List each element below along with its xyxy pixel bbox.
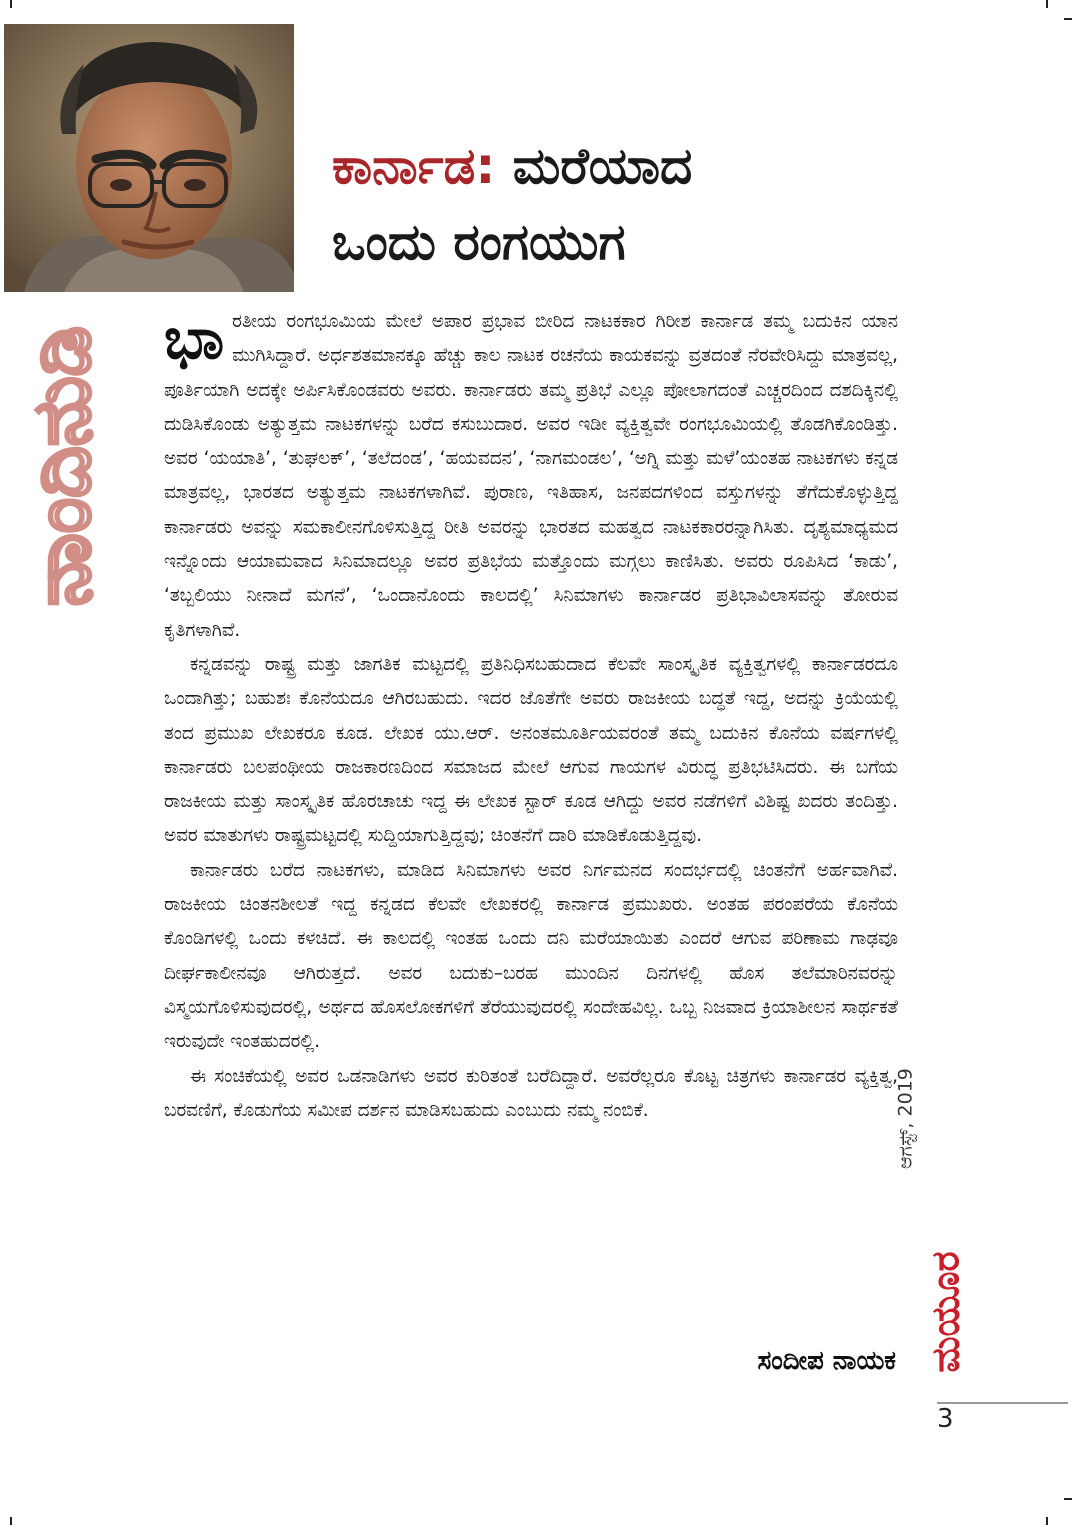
headline-line-1 (332, 128, 932, 204)
article-paragraph: ಕಾರ್ನಾಡರು ಬರೆದ ನಾಟಕಗಳು, ಮಾಡಿದ ಸಿನಿಮಾಗಳು ಅವರ ನಿರ್ಗಮನದ ಸಂದರ್ಭದಲ್ಲಿ ಚಿಂತನೆಗೆ ಅರ್ಹವಾಗಿವೆ. ರಾಜಕೀಯ ಚಿಂತನಶೀಲತೆ ಇದ್ದ ಕನ್ನಡದ ಕೆಲವೇ ಲೇಖಕರಲ್ಲಿ ಕಾರ್ನಾಡ ಪ್ರಮುಖರು. ಅಂತಹ ಪರಂಪರೆಯ ಕೊನೆಯ ಕೊಂಡಿಗಳಲ್ಲಿ ಒಂದು ಕಳಚಿದೆ. ಈ ಕಾಲದಲ್ಲಿ ಇಂತಹ ಒಂದು ದನಿ ಮರೆಯಾಯಿತು ಎಂದರೆ ಆಗುವ ಪರಿಣಾಮ ಗಾಢವೂ ದೀರ್ಘಕಾಲೀನವೂ ಆಗಿರುತ್ತದೆ. ಅವರ ಬದುಕು–ಬರಹ ಮುಂದಿನ ದಿನಗಳಲ್ಲಿ ಹೊಸ ತಲೆಮಾರಿನವರನ್ನು ವಿಸ್ಮಯಗೊಳಿಸುವುದರಲ್ಲಿ, ಅರ್ಥದ ಹೊಸಲೋಕಗಳಿಗೆ ತೆರೆಯುವುದರಲ್ಲಿ ಸಂದೇಹವಿಲ್ಲ. ಒಬ್ಬ ನಿಜವಾದ ಕ್ರಿಯಾಶೀಲನ ಸಾರ್ಥಕತೆ ಇರುವುದೇ ಇಂತಹುದರಲ್ಲಿ. (164, 859, 898, 1053)
headline-name: ಕಾರ್ನಾಡ: (332, 137, 496, 195)
article-paragraph: ಕನ್ನಡವನ್ನು ರಾಷ್ಟ್ರ ಮತ್ತು ಜಾಗತಿಕ ಮಟ್ಟದಲ್ಲಿ ಪ್ರತಿನಿಧಿಸಬಹುದಾದ ಕೆಲವೇ ಸಾಂಸ್ಕೃತಿಕ ವ್ಯಕ್ತಿತ್ವಗಳಲ್ಲಿ ಕಾರ್ನಾಡರದೂ ಒಂದಾಗಿತ್ತು; ಬಹುಶಃ ಕೊನೆಯದೂ ಆಗಿರಬಹುದು. ಇದರ ಜೊತೆಗೇ ಅವರು ರಾಜಕೀಯ ಬದ್ಧತೆ ಇದ್ದ, ಅದನ್ನು ಕ್ರಿಯೆಯಲ್ಲಿ ತಂದ ಪ್ರಮುಖ ಲೇಖಕರೂ ಕೂಡ. ಲೇಖಕ ಯು.ಆರ್. ಅನಂತಮೂರ್ತಿಯವರಂತೆ ತಮ್ಮ ಬದುಕಿನ ಕೊನೆಯ ವರ್ಷಗಳಲ್ಲಿ ಕಾರ್ನಾಡರು ಬಲಪಂಥೀಯ ರಾಜಕಾರಣದಿಂದ ಸಮಾಜದ ಮೇಲೆ ಆಗುವ ಗಾಯಗಳ ವಿರುದ್ಧ ಪ್ರತಿಭಟಿಸಿದರು. ಈ ಬಗೆಯ ರಾಜಕೀಯ ಮತ್ತು ಸಾಂಸ್ಕೃತಿಕ ಹೊರಚಾಚು ಇದ್ದ ಈ ಲೇಖಕ ಸ್ಟಾರ್ ಕೂಡ ಆಗಿದ್ದು ಅವರ ನಡೆಗಳಿಗೆ ವಿಶಿಷ್ಟ ಖದರು ತಂದಿತ್ತು. ಅವರ ಮಾತುಗಳು ರಾಷ್ಟ್ರಮಟ್ಟದಲ್ಲಿ ಸುದ್ದಿಯಾಗುತ್ತಿದ್ದವು; ಚಿಂತನೆಗೆ ದಾರಿ ಮಾಡಿಕೊಡುತ್ತಿದ್ದವು. (164, 653, 898, 847)
article-body (164, 305, 898, 1128)
crop-mark-top-right (1046, 0, 1048, 8)
issue-date: ಆಗಸ್ಟ್, 2019 (894, 1068, 917, 1169)
author-portrait-photo (4, 24, 294, 292)
magazine-brand: ಮಯೂರ (923, 1251, 968, 1373)
page-number: 3 (937, 1404, 954, 1434)
portrait-illustration (4, 24, 294, 292)
article-headline (332, 128, 932, 280)
crop-mark-bottom-right (1046, 1517, 1048, 1525)
article-paragraph: ಈ ಸಂಚಿಕೆಯಲ್ಲಿ ಅವರ ಒಡನಾಡಿಗಳು ಅವರ ಕುರಿತಂತೆ ಬರೆದಿದ್ದಾರೆ. ಅವರೆಲ್ಲರೂ ಕೊಟ್ಟ ಚಿತ್ರಗಳು ಕಾರ್ನಾಡರ ವ್ಯಕ್ತಿತ್ವ, ಬರವಣಿಗೆ, ಕೊಡುಗೆಯ ಸಮೀಪ ದರ್ಶನ ಮಾಡಿಸಬಹುದು ಎಂಬುದು ನಮ್ಮ ನಂಬಿಕೆ. (164, 1065, 898, 1121)
author-signature: ಸಂದೀಪ ನಾಯಕ (757, 1346, 896, 1376)
drop-cap: ಭಾ (164, 304, 225, 372)
crop-mark-right-bottom (1064, 1498, 1072, 1500)
footer-divider (937, 1402, 1068, 1404)
article-paragraph (164, 305, 898, 648)
crop-mark-bottom-left (10, 1517, 12, 1525)
paragraph-text: ರತೀಯ ರಂಗಭೂಮಿಯ ಮೇಲೆ ಅಪಾರ ಪ್ರಭಾವ ಬೀರಿದ ನಾಟಕಕಾರ ಗಿರೀಶ ಕಾರ್ನಾಡ ತಮ್ಮ ಬದುಕಿನ ಯಾನ ಮುಗಿಸಿದ್ದಾರೆ. ಅರ್ಧಶತಮಾನಕ್ಕೂ ಹೆಚ್ಚು ಕಾಲ ನಾಟಕ ರಚನೆಯ ಕಾಯಕವನ್ನು ವ್ರತದಂತೆ ನೆರವೇರಿಸಿದ್ದು ಮಾತ್ರವಲ್ಲ, ಪೂರ್ತಿಯಾಗಿ ಅದಕ್ಕೇ ಅರ್ಪಿಸಿಕೊಂಡವರು ಅವರು. ಕಾರ್ನಾಡರು ತಮ್ಮ ಪ್ರತಿಭೆ ಎಲ್ಲೂ ಪೋಲಾಗದಂತೆ ಎಚ್ಚರದಿಂದ ದಶದಿಕ್ಕಿನಲ್ಲಿ ದುಡಿಸಿಕೊಂಡು ಅತ್ಯುತ್ತಮ ನಾಟಕಗಳನ್ನು ಬರೆದ ಕಸುಬುದಾರ. ಅವರ ಇಡೀ ವ್ಯಕ್ತಿತ್ವವೇ ರಂಗಭೂಮಿಯಲ್ಲಿ ತೊಡಗಿಕೊಂಡಿತ್ತು. ಅವರ ‘ಯಯಾತಿ’, ‘ತುಘಲಕ್’, ‘ತಲೆದಂಡ’, ‘ಹಯವದನ’, ‘ನಾಗಮಂಡಲ’, ‘ಅಗ್ನಿ ಮತ್ತು ಮಳೆ’ಯಂತಹ ನಾಟಕಗಳು ಕನ್ನಡ ಮಾತ್ರವಲ್ಲ, ಭಾರತದ ಅತ್ಯುತ್ತಮ ನಾಟಕಗಳಾಗಿವೆ. ಪುರಾಣ, ಇತಿಹಾಸ, ಜನಪದಗಳಿಂದ ವಸ್ತುಗಳನ್ನು ತೆಗೆದುಕೊಳ್ಳುತ್ತಿದ್ದ ಕಾರ್ನಾಡರು ಅವನ್ನು ಸಮಕಾಲೀನಗೊಳಿಸುತ್ತಿದ್ದ ರೀತಿ ಅವರನ್ನು ಭಾರತದ ಮಹತ್ವದ ನಾಟಕಕಾರರನ್ನಾಗಿಸಿತು. ದೃಶ್ಯಮಾಧ್ಯಮದ ಇನ್ನೊಂದು ಆಯಾಮವಾದ ಸಿನಿಮಾದಲ್ಲೂ ಅವರ ಪ್ರತಿಭೆಯ ಮತ್ತೊಂದು ಮಗ್ಗಲು ಕಾಣಿಸಿತು. ಅವರು ರೂಪಿಸಿದ ‘ಕಾಡು’, ‘ತಬ್ಬಲಿಯು ನೀನಾದೆ ಮಗನೆ’, ‘ಒಂದಾನೊಂದು ಕಾಲದಲ್ಲಿ’ ಸಿನಿಮಾಗಳು ಕಾರ್ನಾಡರ ಪ್ರತಿಭಾವಿಲಾಸವನ್ನು ತೋರುವ ಕೃತಿಗಳಾಗಿವೆ. (164, 311, 898, 641)
headline-rest: ಮರೆಯಾದ (512, 137, 693, 195)
crop-mark-right-top (1064, 18, 1072, 20)
section-label-vertical (6, 296, 118, 636)
headline-line-2: ಒಂದು ರಂಗಯುಗ (332, 213, 626, 271)
section-label-text: ನಾಂದಿನುಡಿ (15, 325, 108, 607)
crop-mark-top-left (10, 0, 12, 8)
